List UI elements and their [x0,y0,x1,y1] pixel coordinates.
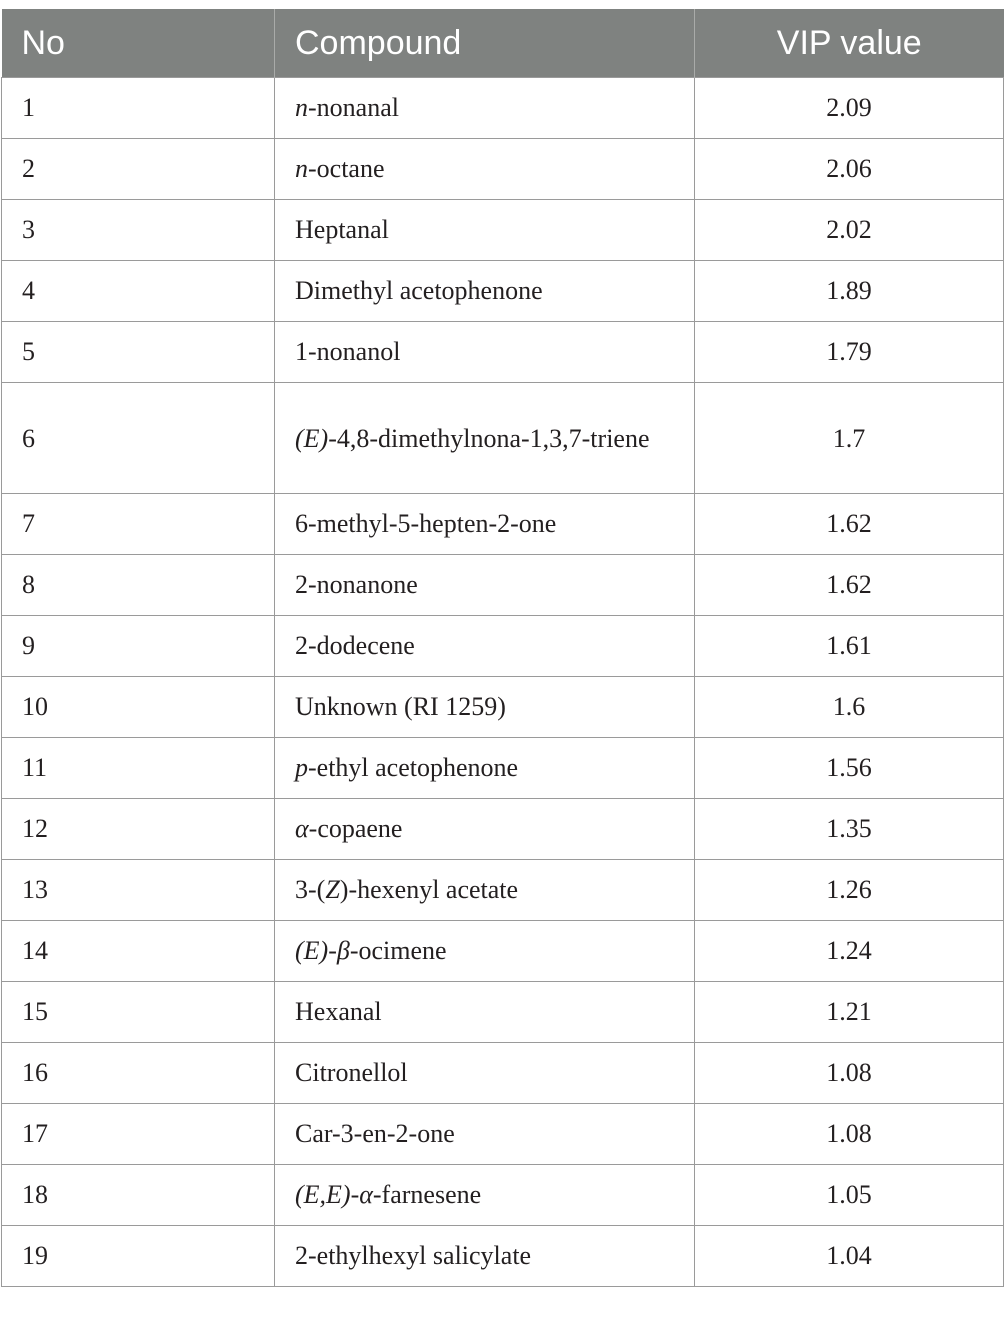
cell-compound: Unknown (RI 1259) [275,677,695,738]
table-row [2,383,1004,494]
cell-compound: (E,E)-α-farnesene [275,1165,695,1226]
header-vip-value: VIP value [695,9,1004,78]
cell-no: 9 [2,616,275,677]
table-row [2,616,1004,677]
cell-no: 10 [2,677,275,738]
cell-compound: Heptanal [275,200,695,261]
cell-no: 3 [2,200,275,261]
cell-no: 17 [2,1104,275,1165]
cell-vip-value: 2.02 [695,200,1004,261]
cell-no: 12 [2,799,275,860]
vip-table [1,9,1004,1287]
table-row [2,860,1004,921]
cell-compound: Car-3-en-2-one [275,1104,695,1165]
table-row [2,261,1004,322]
cell-no: 19 [2,1226,275,1287]
cell-compound: 2-nonanone [275,555,695,616]
table-row [2,200,1004,261]
table-row [2,1165,1004,1226]
cell-compound: p-ethyl acetophenone [275,738,695,799]
table-row [2,1226,1004,1287]
table-row [2,139,1004,200]
cell-no: 5 [2,322,275,383]
table-row [2,555,1004,616]
cell-compound: 6-methyl-5-hepten-2-one [275,494,695,555]
table-row [2,677,1004,738]
table-row [2,1043,1004,1104]
cell-vip-value: 1.62 [695,555,1004,616]
cell-vip-value: 1.24 [695,921,1004,982]
header-row [2,9,1004,78]
cell-compound: α-copaene [275,799,695,860]
cell-vip-value: 1.6 [695,677,1004,738]
cell-vip-value: 1.61 [695,616,1004,677]
cell-compound: n-octane [275,139,695,200]
table-row [2,982,1004,1043]
cell-vip-value: 1.56 [695,738,1004,799]
table-row [2,799,1004,860]
cell-compound: n-nonanal [275,78,695,139]
cell-vip-value: 1.08 [695,1104,1004,1165]
table-row [2,1104,1004,1165]
cell-compound: Citronellol [275,1043,695,1104]
cell-vip-value: 1.89 [695,261,1004,322]
table-row [2,921,1004,982]
table-row [2,494,1004,555]
cell-compound: Dimethyl acetophenone [275,261,695,322]
cell-vip-value: 1.21 [695,982,1004,1043]
cell-no: 7 [2,494,275,555]
cell-compound: 1-nonanol [275,322,695,383]
cell-no: 13 [2,860,275,921]
cell-vip-value: 2.09 [695,78,1004,139]
cell-compound: (E)-4,8-dimethylnona-1,3,7-triene [275,383,695,494]
cell-compound: 2-ethylhexyl salicylate [275,1226,695,1287]
cell-compound: Hexanal [275,982,695,1043]
cell-no: 1 [2,78,275,139]
cell-no: 2 [2,139,275,200]
cell-compound: 3-(Z)-hexenyl acetate [275,860,695,921]
cell-no: 18 [2,1165,275,1226]
cell-vip-value: 1.35 [695,799,1004,860]
table-row [2,78,1004,139]
cell-vip-value: 1.26 [695,860,1004,921]
cell-no: 6 [2,383,275,494]
cell-no: 11 [2,738,275,799]
cell-vip-value: 1.79 [695,322,1004,383]
header-compound: Compound [275,9,695,78]
cell-no: 16 [2,1043,275,1104]
cell-compound: (E)-β-ocimene [275,921,695,982]
cell-vip-value: 1.7 [695,383,1004,494]
cell-compound: 2-dodecene [275,616,695,677]
cell-vip-value: 1.05 [695,1165,1004,1226]
table-row [2,322,1004,383]
cell-vip-value: 1.08 [695,1043,1004,1104]
cell-vip-value: 2.06 [695,139,1004,200]
cell-no: 14 [2,921,275,982]
cell-no: 8 [2,555,275,616]
cell-vip-value: 1.62 [695,494,1004,555]
header-no: No [2,9,275,78]
cell-no: 15 [2,982,275,1043]
table-row [2,738,1004,799]
cell-no: 4 [2,261,275,322]
cell-vip-value: 1.04 [695,1226,1004,1287]
